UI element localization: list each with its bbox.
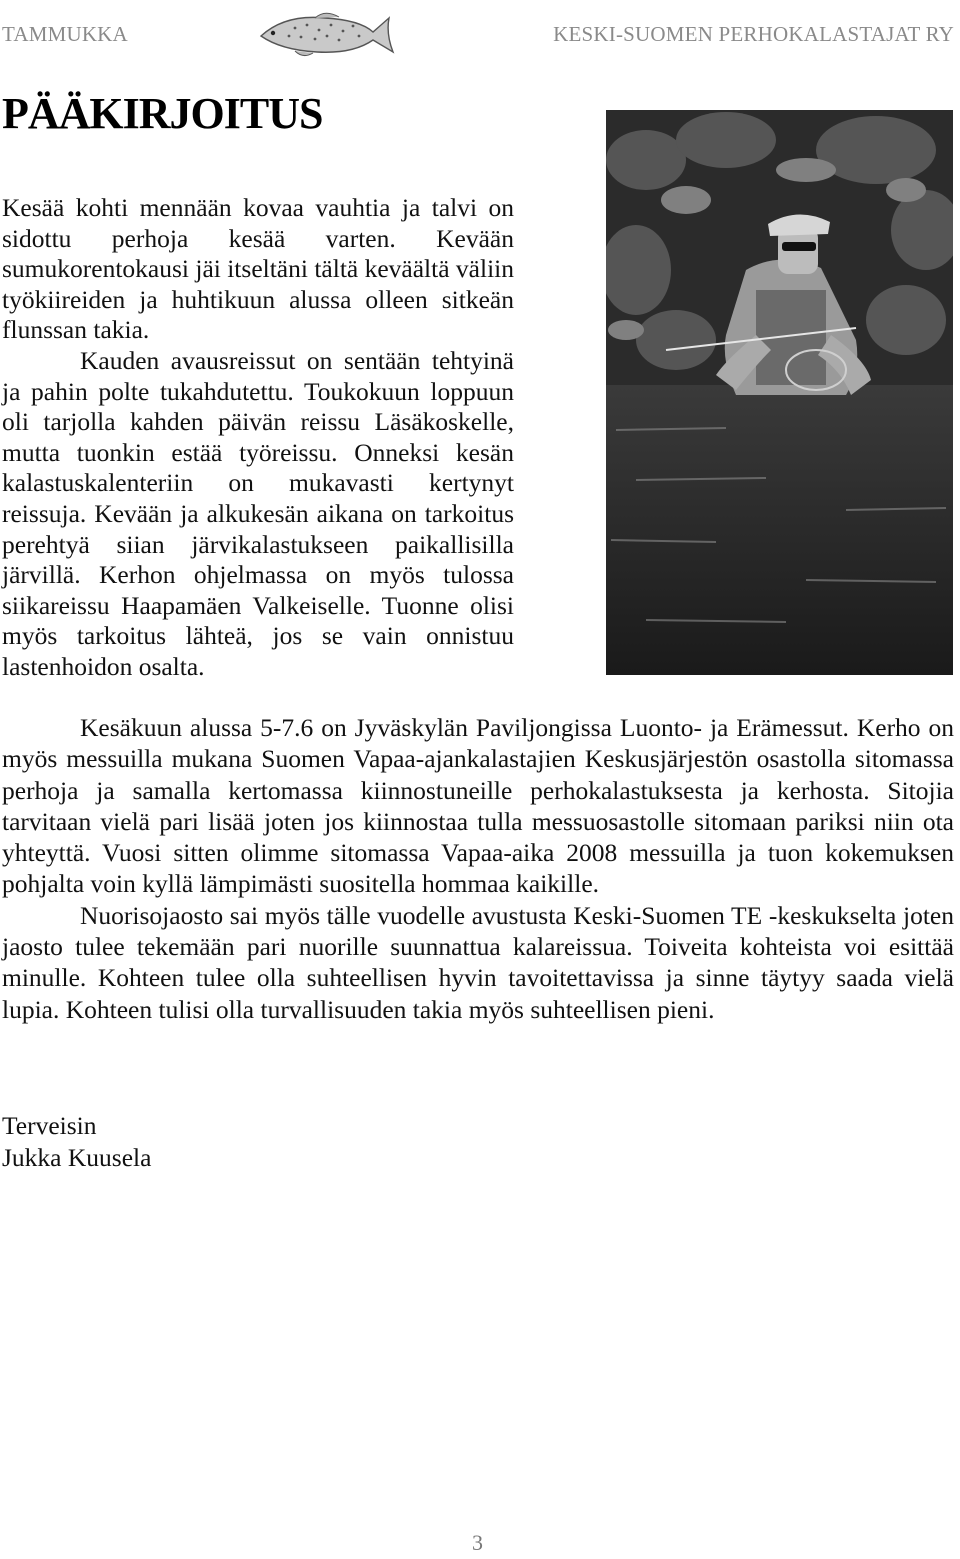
- page-title: PÄÄKIRJOITUS: [2, 89, 323, 138]
- paragraph: Kauden avausreissut on sentään tehtyinä ja pahin polte tukahdutettu. Toukokuun loppuun oli tarjolla kahden päivän reissu Läsäkoskelle, mutta tuonkin estää työreissu. Onneksi kesän kalastuskalenteriin on mukavasti kertynyt reissuja. Kevään ja alkukesän aikana on tarkoitus perehtyä siian järvikalastukseen paikallisilla järvillä. Kerhon ohjelmassa on myös tulossa siikareissu Haapamäen Valkeiselle. Tuonne olisi myös tarkoitus lähteä, jos se vain onnistuu lastenhoidon osalta.: [2, 345, 514, 681]
- header-right-title: KESKI-SUOMEN PERHOKALASTAJAT RY: [553, 22, 954, 46]
- article-intro-column: [2, 193, 514, 683]
- article-body: [2, 712, 954, 1025]
- signature-block: [2, 1110, 151, 1174]
- signature-greeting: Terveisin: [2, 1111, 97, 1140]
- fly-fisherman-photo: [606, 110, 953, 675]
- signature-name: Jukka Kuusela: [2, 1143, 152, 1172]
- page-number: 3: [472, 1530, 483, 1555]
- trout-fish-icon: [255, 6, 395, 62]
- paragraph: Nuorisojaosto sai myös tälle vuodelle avustusta Keski-Suomen TE -keskukselta joten jaosto tulee tekemään pari nuorille suunnattua kalareissua. Toiveita kohteista voi esittää minulle. Kohteen tulee olla suhteellisen hyvin tavoitettavissa ja sinne täytyy saada vielä lupia. Kohteen tulisi olla turvallisuuden takia myös suhteellisen pieni.: [2, 900, 954, 1024]
- paragraph: Kesää kohti mennään kovaa vauhtia ja talvi on sidottu perhoja kesää varten. Kevään sumukorentokausi jäi itseltäni tältä keväältä väliin työkiireiden ja huhtikuun alussa olleen sitkeän flunssan takia.: [2, 193, 514, 345]
- paragraph: Kesäkuun alussa 5-7.6 on Jyväskylän Paviljongissa Luonto- ja Erämessut. Kerho on myös messuilla mukana Suomen Vapaa-ajankalastajien Keskusjärjestön osastolla sitomassa perhoja ja samalla kertomassa kiinnostuneille perhokalastuksesta ja kerhosta. Sitojia tarvitaan vielä pari lisää joten jos kiinnostaa tulla messuosastolle sitomaan pariksi niin ota yhteyttä. Vuosi sitten olimme sitomassa Vapaa-aika 2008 messuilla ja tuon kokemuksen pohjalta voin kyllä lämpimästi suositella hommaa kaikille.: [2, 713, 954, 899]
- header-left-title: TAMMUKKA: [2, 22, 128, 46]
